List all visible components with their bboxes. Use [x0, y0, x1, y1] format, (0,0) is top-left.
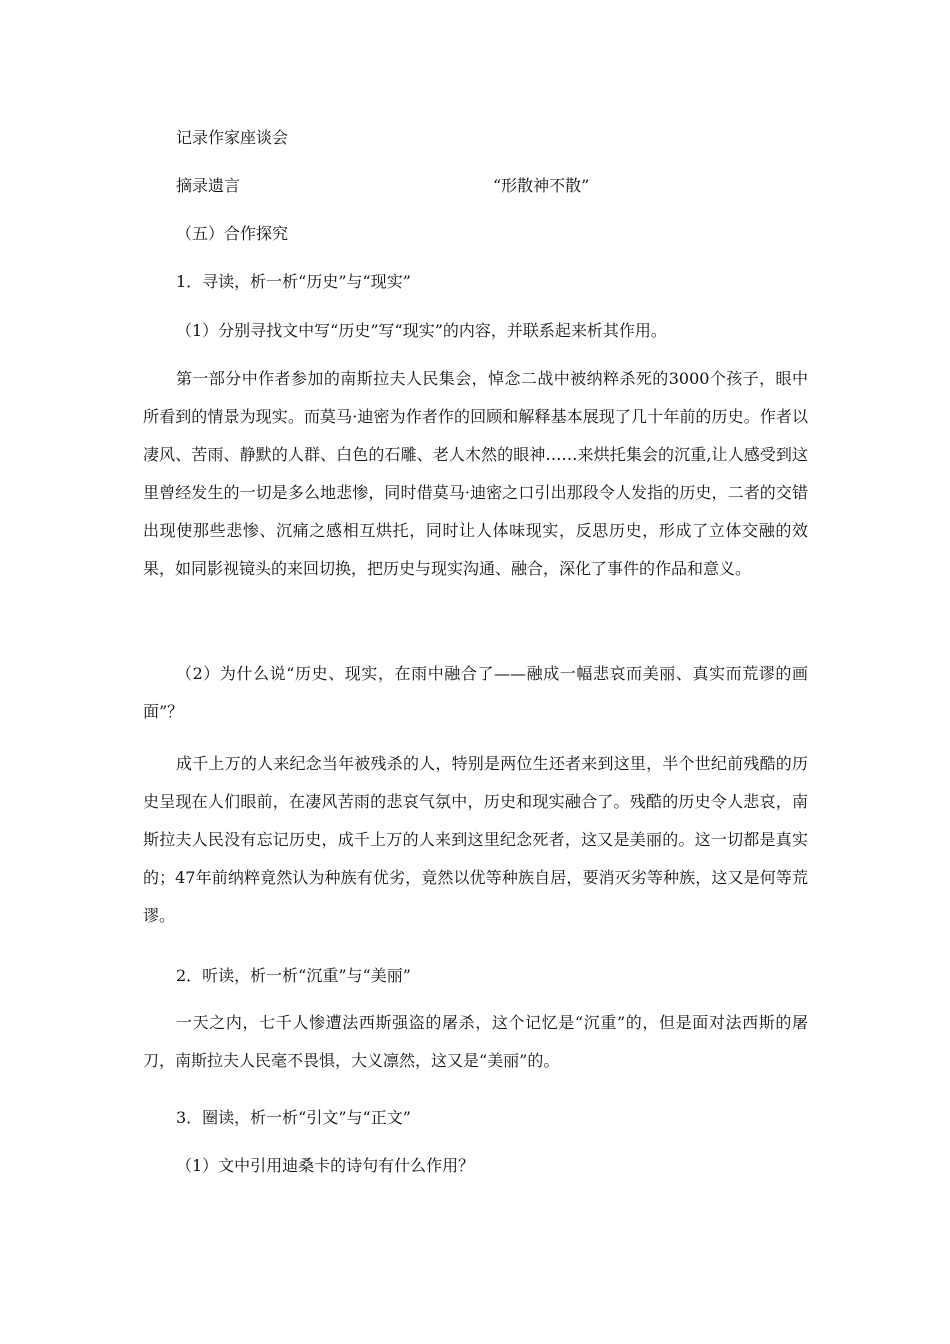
heading-quote-text: 3．圈读，析一析“引文”与“正文”	[176, 1108, 411, 1127]
heading-heavy-beautiful: 2．听读，析一析“沉重”与“美丽”	[176, 966, 411, 985]
line-form-scattered: “形散神不散”	[493, 176, 590, 195]
section-heading-cooperative-inquiry: （五）合作探究	[176, 224, 289, 243]
answer-1-1: 第一部分中作者参加的南斯拉夫人民集会，悼念二战中被纳粹杀死的3000个孩子，眼中所看到的情景为现实。而莫马·迪密为作者作的回顾和解释基本展现了几十年前的历史。作者以凄风、苦雨、静默的人群、白色的石雕、老人木然的眼神……来烘托集会的沉重,让人感受到这里曾经发生的一切是多么地悲惨，同时借莫马·迪密之口引出那段令人发指的历史，二者的交错出现使那些悲惨、沉痛之感相互烘托，同时让人体味现实，反思历史，形成了立体交融的效果，如同影视镜头的来回切换，把历史与现实沟通、融合，深化了事件的作品和意义。	[143, 369, 808, 578]
answer-1-2: 成千上万的人来纪念当年被残杀的人，特别是两位生还者来到这里，半个世纪前残酷的历史呈现在人们眼前，在凄风苦雨的悲哀气氛中，历史和现实融合了。残酷的历史令人悲哀，南斯拉夫人民没有忘记历史，成千上万的人来到这里纪念死者，这又是美丽的。这一切都是真实的；47年前纳粹竟然认为种族有优劣，竟然以优等种族自居，要消灭劣等种族，这又是何等荒谬。	[143, 754, 808, 925]
line-record-writers-forum: 记录作家座谈会	[176, 128, 289, 147]
question-1-1: （1）分别寻找文中写“历史”写“现实”的内容，并联系起来析其作用。	[176, 321, 667, 340]
question-3-1: （1）文中引用迪桑卡的诗句有什么作用？	[176, 1156, 475, 1175]
question-1-2: （2）为什么说“历史、现实，在雨中融合了——融成一幅悲哀而美丽、真实而荒谬的画面”？	[143, 664, 808, 721]
line-excerpt-will: 摘录遗言	[176, 176, 241, 195]
heading-history-reality: 1．寻读，析一析“历史”与“现实”	[176, 272, 411, 291]
answer-2: 一天之内，七千人惨遭法西斯强盗的屠杀，这个记忆是“沉重”的，但是面对法西斯的屠刀，南斯拉夫人民毫不畏惧，大义凛然，这又是“美丽”的。	[143, 1013, 808, 1070]
